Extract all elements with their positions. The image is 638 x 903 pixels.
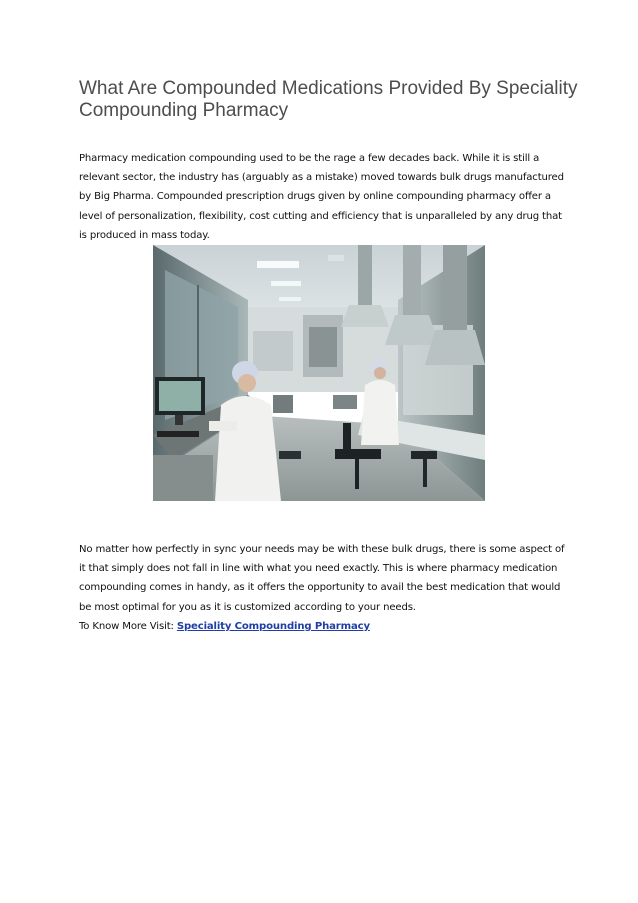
pharmacy-lab-photo: [153, 245, 485, 501]
pharmacy-link[interactable]: Speciality Compounding Pharmacy: [176, 621, 370, 632]
visit-line: [79, 618, 370, 636]
intro-paragraph: Pharmacy medication compounding used to be the rage a few decades back. While it is still a relevant sector, the industry has (arguably as a mistake) moved towards bulk drugs manufactured by Big Pharma. Compounded prescription drugs given by online compounding pharmacy offer a level of personalization, flexibility, cost cutting and efficiency that is unparalleled by any drug that is produced in mass today.: [79, 153, 564, 241]
body-paragraph: No matter how perfectly in sync your needs may be with these bulk drugs, there is some aspect of it that simply does not fall in line with what you need exactly. This is where pharmacy medication compounding comes in handy, as it offers the opportunity to avail the best medication that would be most optimal for you as it is customized according to your needs.: [79, 544, 565, 613]
article-title: What Are Compounded Medications Provided By Speciality Compounding Pharmacy: [79, 78, 578, 121]
visit-prefix: To Know More Visit:: [79, 621, 177, 632]
